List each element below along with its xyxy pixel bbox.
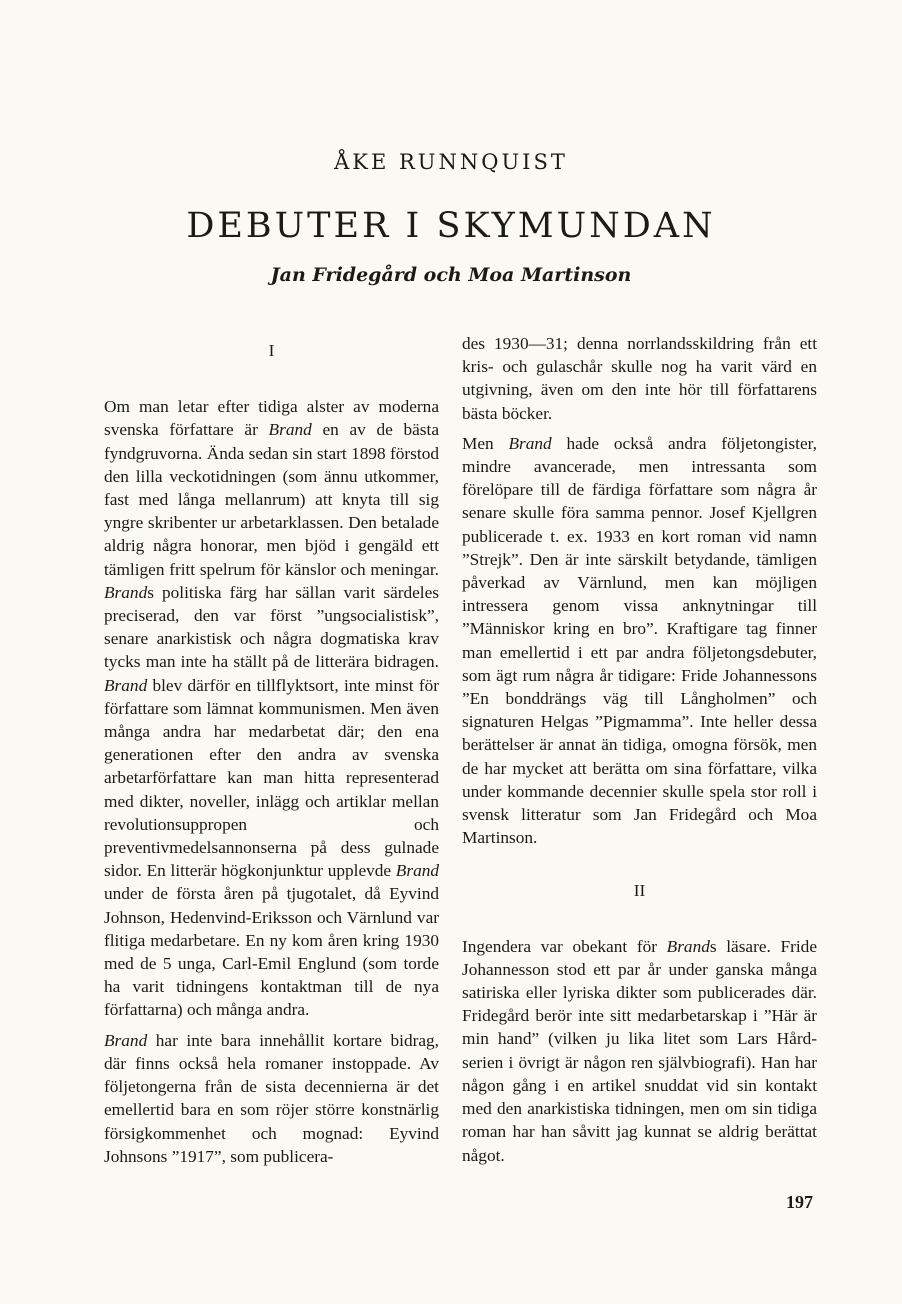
page-number: 197 — [786, 1192, 813, 1212]
article-title: DEBUTER I SKYMUNDAN — [186, 206, 716, 246]
section-number-1: I — [268, 341, 275, 360]
right-column — [462, 332, 817, 1167]
article-subtitle: Jan Fridegård och Moa Martinson — [270, 264, 632, 286]
paragraph: Om man letar efter tidiga alster av moderna svenska författare är Brand en av de bästa fyndgruvorna. Ända sedan sin start 1898 förstod den lilla veckotidningen (som ännu utkommer, fast med långa mellanrum) att knyta till sig yngre skribenter ur arbetarklassen. Den betalade aldrig några honorar, men bjöd i gengäld ett tämligen fritt spelrum för känslor och meningar. Brands politiska färg har sällan varit särdeles preciserad, den var först ”ungsocialistisk”, senare anarkistisk och några dogmatiska krav tycks man inte ha ställt på de litterära bidragen. Brand blev därför en tillflyktsort, inte minst för författare som lämnat kommunismen. Men även många andra har medarbetat där; den ena generationen efter den andra av svenska arbetarförfattare kan man hitta representerad med dikter, noveller, inlägg och artiklar mellan revolutionsuppropen och preventivmedelsannonserna på dess gulnade sidor. En litterär högkonjunktur upplevde Brand under de första åren på tjugotalet, då Eyvind Johnson, Hedenvind-Eriksson och Värnlund var flitiga medarbetare. En ny kom åren kring 1930 med de 5 unga, Carl-Emil Englund (som torde ha varit tidningens kontaktman till de nya författarna) och många andra. — [104, 397, 439, 1020]
section-number-2: II — [633, 881, 646, 901]
left-column — [104, 332, 439, 1168]
paragraph: Men Brand hade också andra följetongister, mindre avancerade, men intressanta som förelöpare till de färdiga författare som några år senare skulle föra samma pennor. Josef Kjellgren publicerade t. ex. 1933 en kort roman vid namn ”Strejk”. Den är inte särskilt betydande, tämligen påverkad av Värnlund, men kan möjligen intressera genom vissa anknytningar till ”Människor kring en bro”. Kraftigare tag finner man emellertid i ett par andra följetongsdebuter, som ägt rum några år tidigare: Fride Johannessons ”En bonddrängs väg till Långholmen” och signaturen Helgas ”Pigmamma”. Inte heller dessa berättelser är annat än tidiga, omogna försök, men de har mycket att berätta om sina författare, vilka under kommande decennier skulle spela stor roll i svensk litteratur som Jan Fridegård och Moa Martinson. — [462, 433, 817, 848]
paragraph: des 1930—31; denna norrlandsskildring från ett kris- och gulaschår skulle nog ha varit värd en utgivning, även om den inte hör till författarens bästa böcker. — [462, 334, 817, 423]
author-name: ÅKE RUNNQUIST — [334, 150, 568, 174]
paragraph: Brand har inte bara innehållit kortare bidrag, där finns också hela romaner instoppade. Av följetongerna från de sista decennierna är det emellertid bara en som röjer större konstnärlig försigkommenhet och mognad: Eyvind Johnsons ”1917”, som publicera- — [104, 1030, 439, 1166]
paragraph: Ingendera var obekant för Brands läsare. Fride Johannesson stod ett par år under ganska många satiriska eller lyriska dikter som publicerades där. Fridegård berör inte sitt medarbetarskap i ”Här är min hand” (vilken ju lika litet som Lars Hård-serien i övrigt är någon ren självbiografi). Han har någon gång i en artikel snuddat vid sin kontakt med den anarkistiska tidningen, men om sin tidiga roman har han såvitt jag kunnat se aldrig berättat något. — [462, 936, 817, 1165]
